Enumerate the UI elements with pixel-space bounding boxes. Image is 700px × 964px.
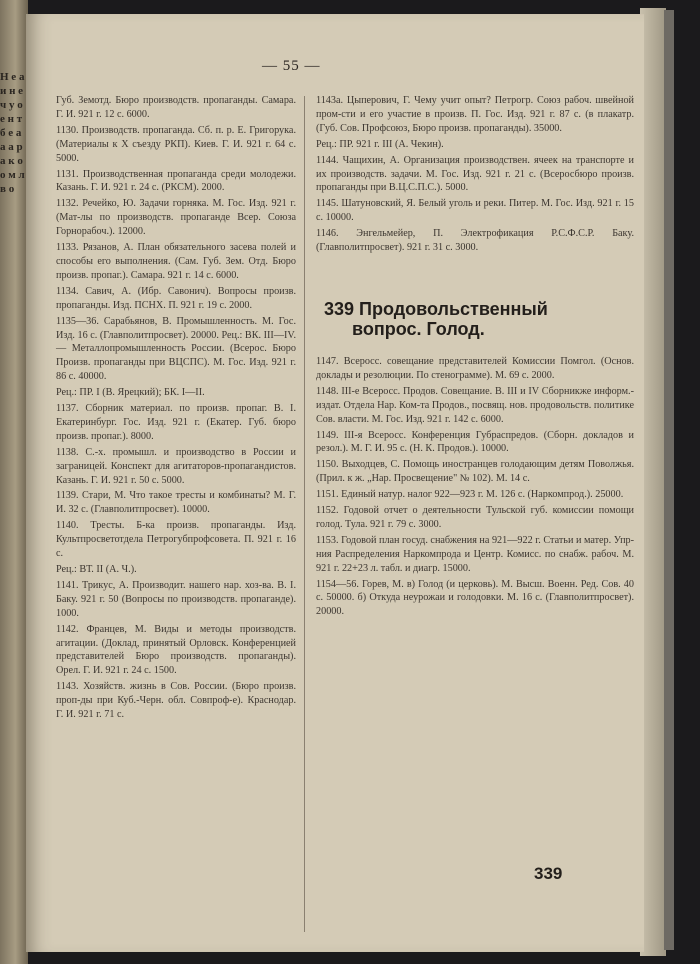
bibliography-entry: 1141. Трикус, А. Производит. нашего нар. хоз-ва. В. I. Баку. 921 г. 50 (Вопросы по производств. пропаганде). 1000. [56,579,296,619]
adjacent-page-edge [0,0,28,964]
bibliography-entry: 1154—56. Горев, М. в) Голод (и церковь). М. Высш. Военн. Ред. Сов. 40 с. 50000. б) Откуда неурожаи и голодовки. М. 16 с. (Главполитпросвет). 20000. [316,578,634,618]
section-heading-line2: вопрос. Голод. [352,318,485,339]
bibliography-entry: 1132. Речейко, Ю. Задачи горняка. М. Гос. Изд. 921 г. (Мат-лы по производств. пропаганде Всер. Союза Горнорабоч.). 12000. [56,198,296,238]
bibliography-entry: 1148. III-е Всеросс. Продов. Совещание. В. III и IV Сборникже информ.-издат. Отдела Нар. Ком-та Продов., посвящ. нов. продовольств. политике Сов. власти. М. Гос. Изд. 921 г. 142 с. 6000. [316,385,634,425]
bibliography-entry: 1151. Единый натур. налог 922—923 г. М. 126 с. (Наркомпрод.). 25000. [316,489,624,501]
column-divider [304,96,305,932]
left-column [56,94,296,724]
bibliography-entry: 1144. Чащихин, А. Организация производствен. ячеек на транспорте и их производств. задачи. М. Гос. Изд. 921 г. 21 с. (Всеросбюро произв. пропаганды при В.Ц.С.П.С.). 5000. [316,154,634,194]
bibliography-entry: 1143а. Цыперович, Г. Чему учит опыт? Петрогр. Союз рабоч. швейной пром-сти и его участие в произв. П. Гос. Изд. 921 г. 87 с. (в плакатр. (Губ. Сов. Профсоюз, Бюро произв. пропаганды). 35000. [316,95,634,134]
bibliography-entry: 1139. Стари, М. Что такое тресты и комбинаты? М. Г. И. 32 с. (Главполитпросвет). 10000. [56,490,296,516]
bibliography-entry: 1138. С.-х. промышл. и производство в России и заграницей. Конспект для агитаторов-пропагандистов. Казань. Г. И. 921 г. 50 с. 5000. [56,446,296,486]
bibliography-entry: Губ. Земотд. Бюро производств. пропаганды. Самара. Г. И. 921 г. 12 с. 6000. [56,95,296,120]
bibliography-entry: 1134. Савич, А. (Ибр. Савонич). Вопросы произв. пропаганды. Изд. ПСНХ. П. 921 г. 19 с. 2000. [56,285,296,311]
bibliography-entry: 1131. Производственная пропаганда среди молодежи. Казань. Г. И. 921 г. 24 с. (РКСМ). 2000. [56,168,296,194]
section-heading-line1: 339 Продовольственный [324,298,548,319]
page-footer-number: 339 [534,864,563,883]
bibliography-entry: 1146. Энгельмейер, П. Электрофикация Р.С.Ф.С.Р. Баку. (Главполитпросвет). 921 г. 31 с. 3000. [316,228,634,254]
bibliography-entry: 1130. Производств. пропаганда. Сб. п. р. Е. Григорука. (Материалы к X съезду РКП). Киев. Г. И. 921 г. 64 с. 5000. [56,124,296,164]
bibliography-entry: 1147. Всеросс. совещание представителей Комиссии Помгол. (Основ. доклады и резолюции. По стенограмме). М. 69 с. 2000. [316,355,634,381]
bibliography-entry: 1133. Рязанов, А. План обязательного засева полей и способы его выполнения. (Сам. Губ. Зем. Отд. Бюро произв. пропаг.). Самара. 921 г. 14 с. 6000. [56,242,296,281]
bibliography-entry: 1150. Выходцев, С. Помощь иностранцев голодающим детям Поволжья. (Прил. к ж. „Нар. Просвещение" № 102). М. 14 с. [316,459,634,485]
bibliography-entry: 1143. Хозяйств. жизнь в Сов. России. (Бюро произв. проп-ды при Куб.-Черн. обл. Совпроф-е). Краснодар. Г. И. 921 г. 71 с. [56,681,296,721]
review-note: Рец.: ПР. 921 г. III (А. Чекин). [316,138,444,150]
page-header-number: — 55 — [262,58,321,74]
bibliography-entry: 1145. Шатуновский, Я. Белый уголь и реки. Питер. М. Гос. Изд. 921 г. 15 с. 10000. [316,198,634,224]
bibliography-entry: 1135—36. Сарабьянов, В. Промышленность. М. Гос. Изд. 16 с. (Главполитпросвет). 20000. Рец.: ВК. III—IV. — Металлопромышленность России. (Всерос. Бюро Произв. пропаганды при ВЦСПС). М. Гос. Изд. 921 г. 86 с. 40000. [56,315,296,383]
right-column [316,94,634,621]
bibliography-entry: 1152. Годовой отчет о деятельности Тульской губ. комиссии помощи голод. Тула. 921 г. 79 с. 3000. [316,505,634,530]
review-note: Рец.: ВТ. II (А. Ч.). [56,564,137,575]
review-note: Рец.: ПР. I (В. Ярецкий); БК. I—II. [56,387,205,399]
bibliography-entry: 1149. III-я Всеросс. Конференция Губраспредов. (Сборн. докладов и резол.). М. Г. И. 95 с. (Н. К. Продов.). 10000. [316,429,634,455]
adjacent-page-text: Н е а и н е ч у о е н т б е а а а р а к о о м л в о [0,71,25,195]
book-cover-edge [664,10,674,950]
bibliography-entry: 1142. Францев, М. Виды и методы производств. агитации. (Доклад, принятый Орловск. Конференцией представителей Бюро производств. пропаганды). Орел. Г. И. 921 г. 24 с. 1500. [56,623,296,677]
bibliography-entry: 1140. Тресты. Б-ка произв. пропаганды. Изд. Культпросветотдела Петрогубпрофсовета. П. 921 г. 16 с. [56,520,296,560]
section-heading [324,299,634,339]
bibliography-entry: 1153. Годовой план госуд. снабжения на 921—922 г. Статьи и матер. Упр-ния Распределения Наркомпрода и Центр. Комисс. по снабж. рабоч. М. 921 г. 22+23 л. табл. и диагр. 15000. [316,534,635,574]
bibliography-entry: 1137. Сборник материал. по произв. пропаг. В. I. Екатеринбург. Гос. Изд. 921 г. (Екатер. Губ. бюро произв. пропаг.). 8000. [56,403,296,442]
